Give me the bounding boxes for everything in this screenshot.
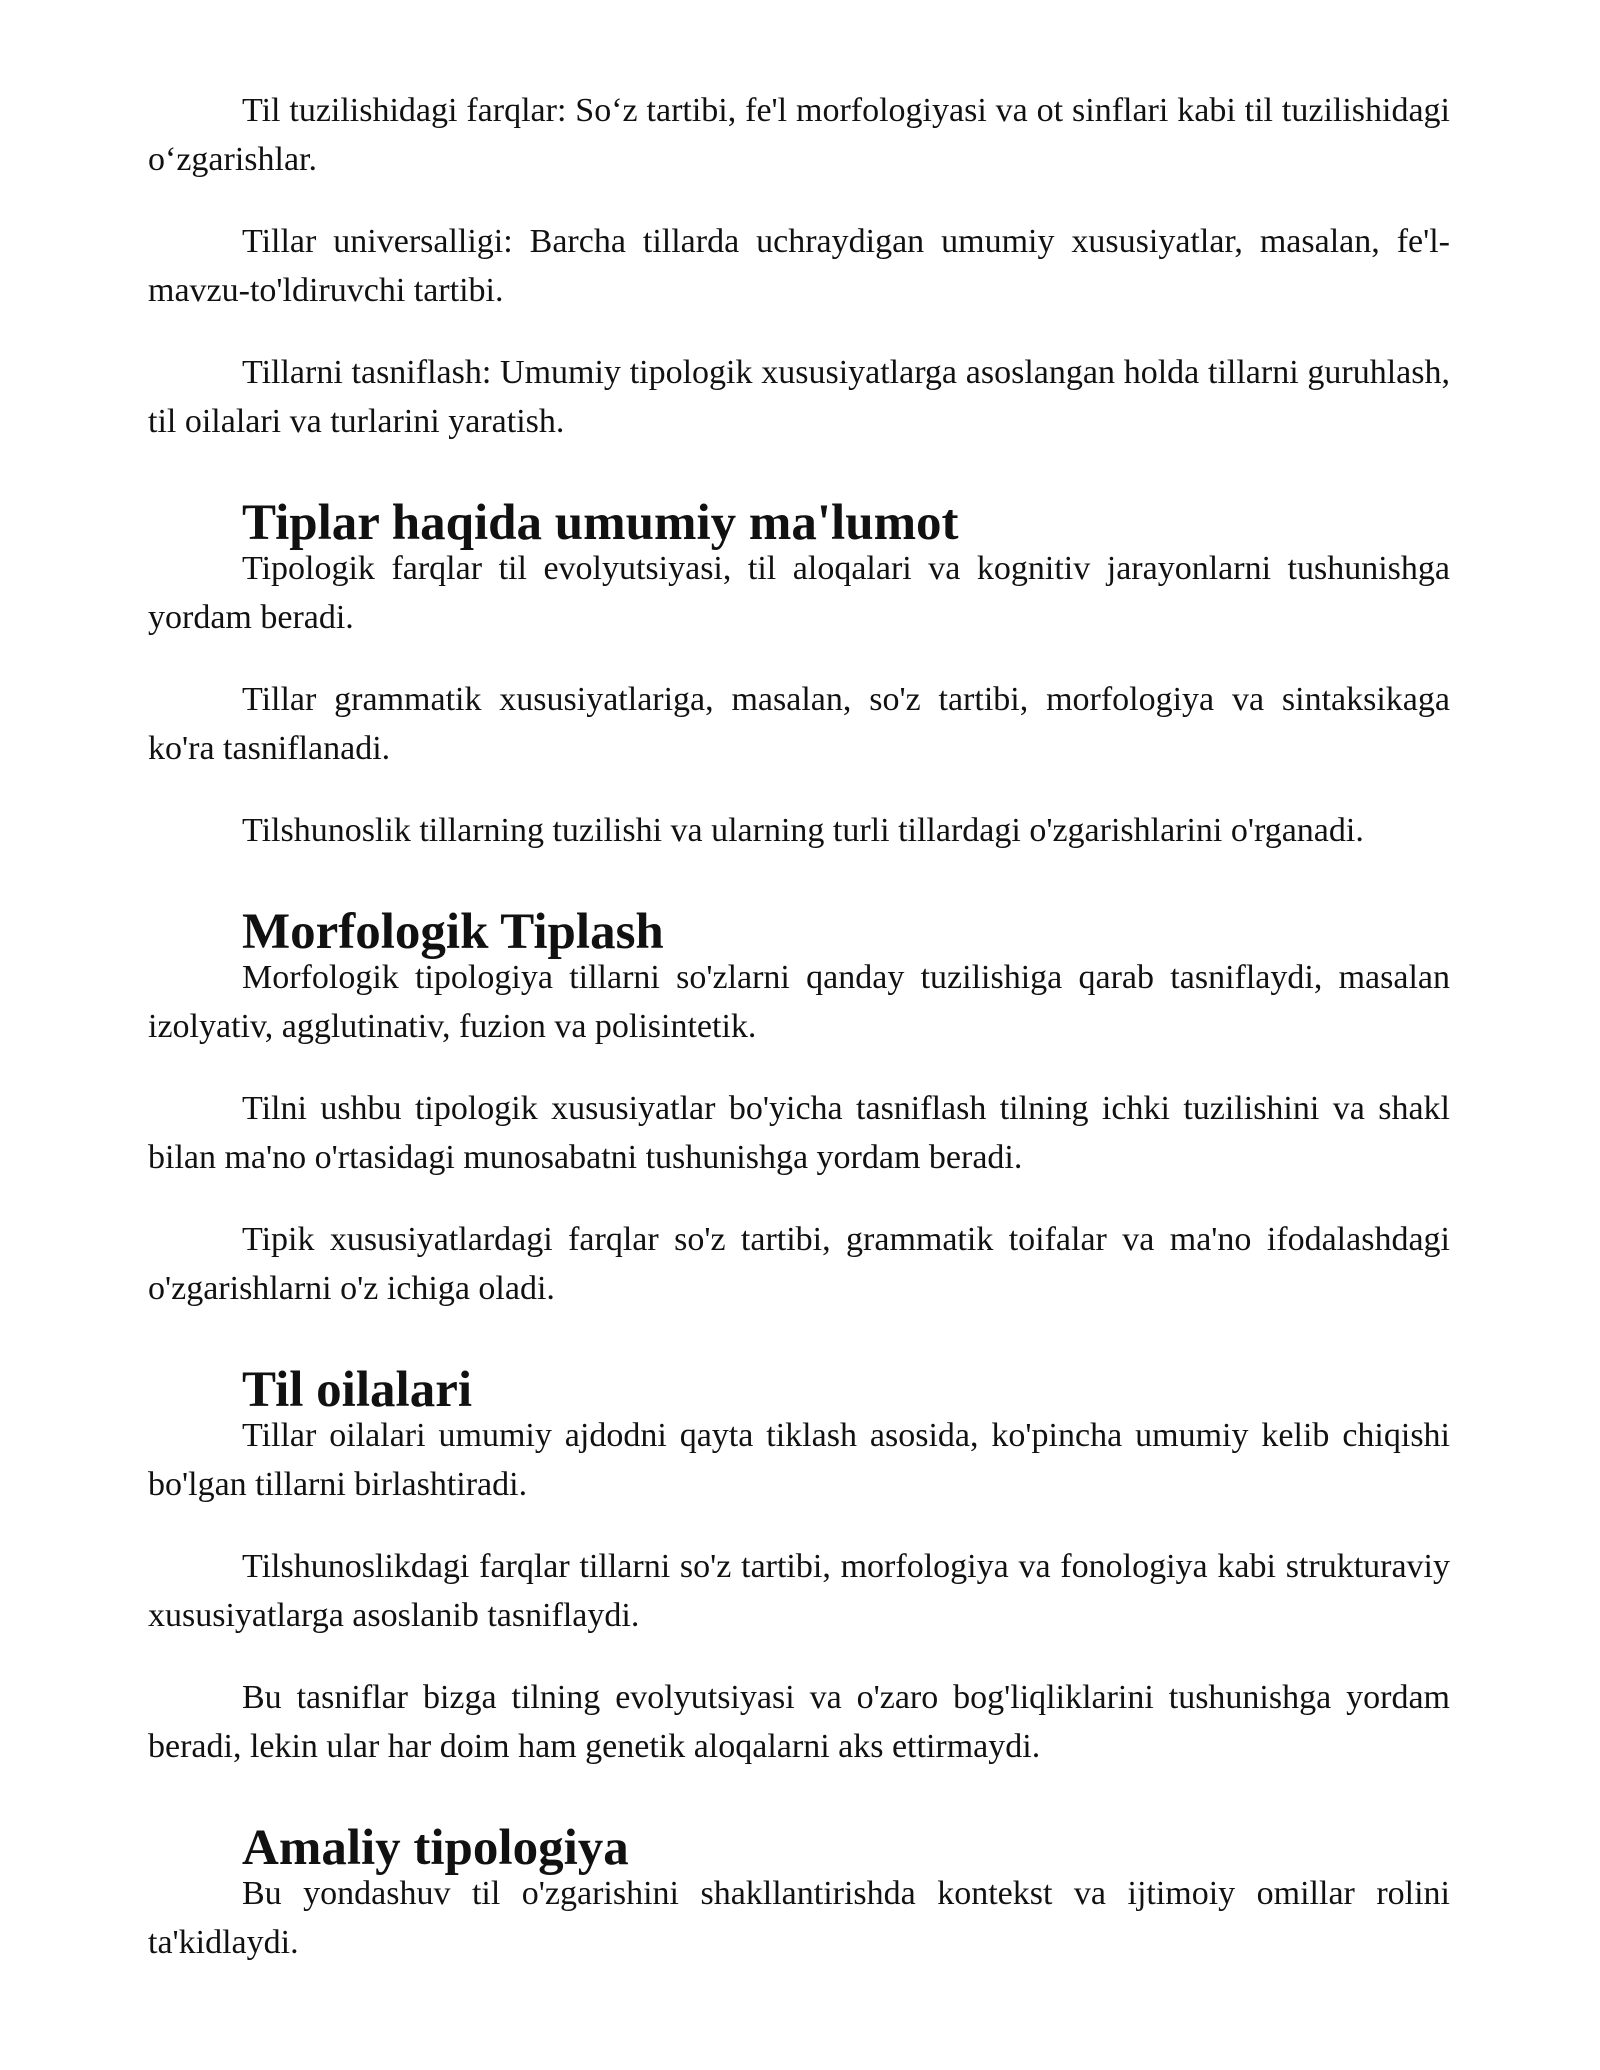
paragraph: Tipik xususiyatlardagi farqlar so'z tartibi, grammatik toifalar va ma'no ifodalashdagi o'zgarishlarni o'z ichiga oladi. xyxy=(148,1221,1450,1307)
paragraph: Tillar oilalari umumiy ajdodni qayta tiklash asosida, ko'pincha umumiy kelib chiqishi bo'lgan tillarni birlashtiradi. xyxy=(148,1417,1450,1503)
section-til-oilalari xyxy=(148,1362,1450,1771)
section-tiplar xyxy=(148,495,1450,855)
section-heading: Tiplar haqida umumiy ma'lumot xyxy=(242,495,959,551)
section-heading: Morfologik Tiplash xyxy=(242,904,664,960)
paragraph: Tillarni tasniflash: Umumiy tipologik xususiyatlarga asoslangan holda tillarni guruhlash, til oilalari va turlarini yaratish. xyxy=(148,354,1450,440)
paragraph: Tilni ushbu tipologik xususiyatlar bo'yicha tasniflash tilning ichki tuzilishini va shakl bilan ma'no o'rtasidagi munosabatni tushunishga yordam beradi. xyxy=(148,1090,1450,1176)
paragraph: Til tuzilishidagi farqlar: So‘z tartibi, fe'l morfologiyasi va ot sinflari kabi til tuzilishidagi o‘zgarishlar. xyxy=(148,92,1450,178)
paragraph: Morfologik tipologiya tillarni so'zlarni qanday tuzilishiga qarab tasniflaydi, masalan izolyativ, agglutinativ, fuzion va polisintetik. xyxy=(148,959,1450,1045)
paragraph: Tipologik farqlar til evolyutsiyasi, til aloqalari va kognitiv jarayonlarni tushunishga yordam beradi. xyxy=(148,550,1450,636)
paragraph: Tilshunoslikdagi farqlar tillarni so'z tartibi, morfologiya va fonologiya kabi strukturaviy xususiyatlarga asoslanib tasniflaydi. xyxy=(148,1548,1450,1634)
document-page xyxy=(148,86,1450,2000)
paragraph: Tilshunoslik tillarning tuzilishi va ularning turli tillardagi o'zgarishlarini o'rganadi. xyxy=(242,812,1364,849)
section-morfologik xyxy=(148,904,1450,1313)
intro-block xyxy=(148,86,1450,446)
paragraph: Tillar grammatik xususiyatlariga, masalan, so'z tartibi, morfologiya va sintaksikaga ko'ra tasniflanadi. xyxy=(148,681,1450,767)
paragraph: Tillar universalligi: Barcha tillarda uchraydigan umumiy xususiyatlar, masalan, fe'l-mavzu-to'ldiruvchi tartibi. xyxy=(148,223,1450,309)
section-amaliy xyxy=(148,1820,1450,1967)
section-heading: Amaliy tipologiya xyxy=(242,1820,629,1876)
section-heading: Til oilalari xyxy=(242,1362,472,1418)
paragraph: Bu yondashuv til o'zgarishini shakllantirishda kontekst va ijtimoiy omillar rolini ta'kidlaydi. xyxy=(148,1875,1450,1961)
paragraph: Bu tasniflar bizga tilning evolyutsiyasi va o'zaro bog'liqliklarini tushunishga yordam beradi, lekin ular har doim ham genetik aloqalarni aks ettirmaydi. xyxy=(148,1679,1450,1765)
